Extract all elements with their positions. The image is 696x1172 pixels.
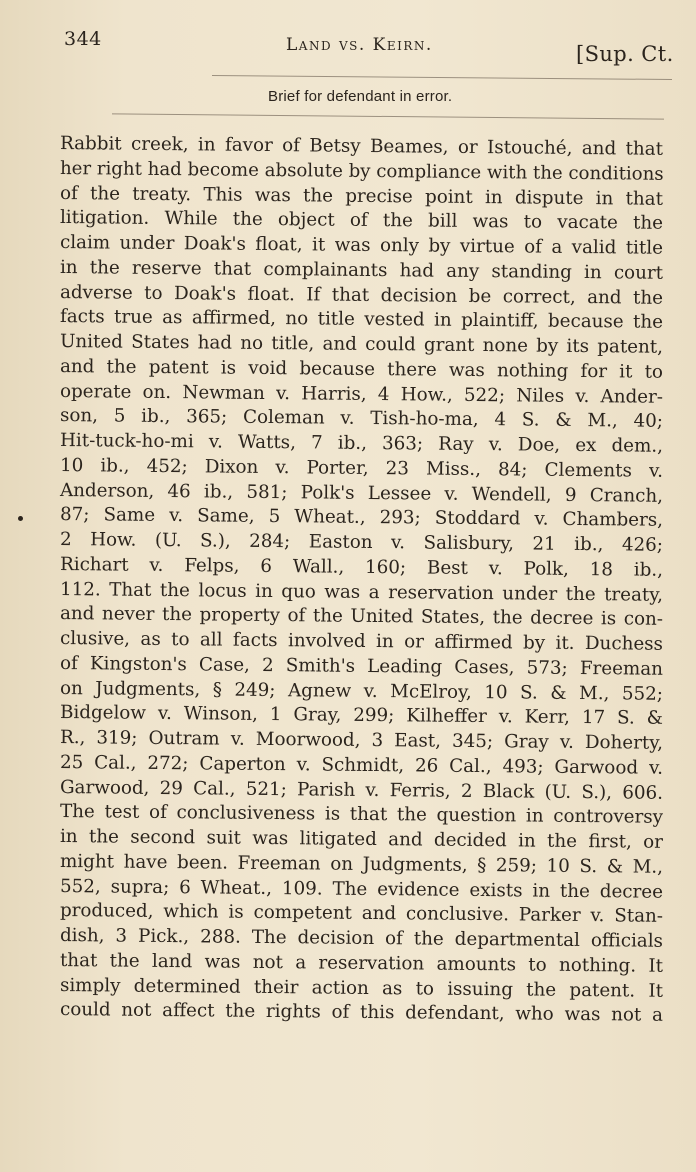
header-rule-top xyxy=(212,75,672,80)
text-line: 112. That the locus in quo was a reservation under the treaty, xyxy=(59,578,664,606)
text-line: produced, which is competent and conclusive. Parker v. Stan- xyxy=(59,900,664,928)
text-line: son, 5 ib., 365; Coleman v. Tish-ho-ma, 4 S. & M., 40; xyxy=(59,405,664,433)
text-line: Hit-tuck-ho-mi v. Watts, 7 ib., 363; Ray v. Doe, ex dem., xyxy=(59,430,664,457)
text-line: Garwood, 29 Cal., 521; Parish v. Ferris, 2 Black (U. S.), 606. xyxy=(59,776,664,804)
brief-subheading: Brief for defendant in error. xyxy=(268,88,453,105)
text-line: her right had become absolute by compliance with the conditions xyxy=(59,157,664,185)
text-line: 10 ib., 452; Dixon v. Porter, 23 Miss., 84; Clements v. xyxy=(59,454,664,482)
text-line: R., 319; Outram v. Moorwood, 3 East, 345; Gray v. Doherty, xyxy=(59,727,664,754)
text-line: The test of conclusiveness is that the question in controversy xyxy=(59,801,664,829)
text-line: dish, 3 Pick., 288. The decision of the departmental officials xyxy=(59,925,664,952)
text-line: United States had no title, and could grant none by its patent, xyxy=(59,331,664,358)
text-line: and the patent is void because there was nothing for it to xyxy=(59,355,664,383)
text-line: could not affect the rights of this defendant, who was not a xyxy=(59,999,664,1027)
text-line: Bidgelow v. Winson, 1 Gray, 299; Kilheffer v. Kerr, 17 S. & xyxy=(59,702,664,730)
text-line: 87; Same v. Same, 5 Wheat., 293; Stoddard v. Chambers, xyxy=(59,504,664,532)
text-line: that the land was not a reservation amounts to nothing. It xyxy=(59,949,664,977)
text-line: Rabbit creek, in favor of Betsy Beames, or Istouché, and that xyxy=(59,133,664,160)
text-line: 25 Cal., 272; Caperton v. Schmidt, 26 Cal., 493; Garwood v. xyxy=(59,751,664,779)
text-line: 2 How. (U. S.), 284; Easton v. Salisbury, 21 ib., 426; xyxy=(59,529,664,556)
text-line: in the reserve that complainants had any standing in court xyxy=(59,256,664,284)
text-line: clusive, as to all facts involved in or affirmed by it. Duchess xyxy=(59,628,664,655)
text-line: in the second suit was litigated and decided in the first, or xyxy=(59,826,664,853)
text-line: Anderson, 46 ib., 581; Polk's Lessee v. Wendell, 9 Cranch, xyxy=(59,479,664,507)
text-line: claim under Doak's float, it was only by virtue of a valid title xyxy=(59,232,664,259)
text-line: operate on. Newman v. Harris, 4 How., 522; Niles v. Ander- xyxy=(59,380,664,408)
text-line: Richart v. Felps, 6 Wall., 160; Best v. Polk, 18 ib., xyxy=(59,553,664,581)
text-line: on Judgments, § 249; Agnew v. McElroy, 10 S. & M., 552; xyxy=(59,677,664,705)
text-line: 552, supra; 6 Wheat., 109. The evidence exists in the decree xyxy=(59,875,664,903)
text-line: of the treaty. This was the precise point in dispute in that xyxy=(59,182,664,210)
running-title: Land vs. Keirn. xyxy=(286,35,433,55)
margin-dot xyxy=(18,516,23,521)
body-text xyxy=(59,132,664,1027)
text-line: facts true as affirmed, no title vested in plaintiff, because the xyxy=(59,306,664,334)
text-line: litigation. While the object of the bill was to vacate the xyxy=(59,207,664,235)
text-line: simply determined their action as to issuing the patent. It xyxy=(59,974,664,1002)
text-line: might have been. Freeman on Judgments, § 259; 10 S. & M., xyxy=(59,850,664,878)
court-tag: [Sup. Ct. xyxy=(576,42,674,66)
text-line: and never the property of the United States, the decree is con- xyxy=(59,603,664,631)
text-line: of Kingston's Case, 2 Smith's Leading Cases, 573; Freeman xyxy=(59,652,664,680)
page-number: 344 xyxy=(64,28,102,50)
header-rule-bottom xyxy=(112,113,664,119)
page-header xyxy=(0,0,696,120)
text-line: adverse to Doak's float. If that decision be correct, and the xyxy=(59,281,664,309)
